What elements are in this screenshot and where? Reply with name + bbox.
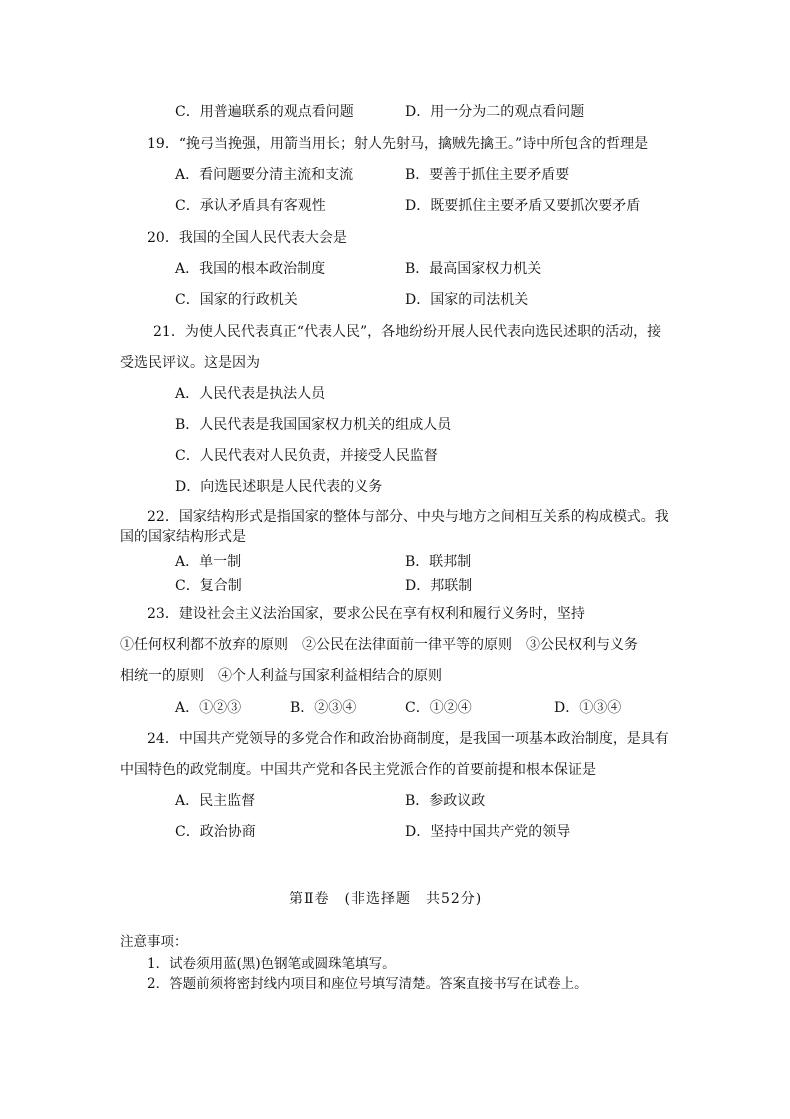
q24-option-b: B．参政议政	[405, 793, 486, 809]
q18-option-c: C．用普遍联系的观点看问题	[175, 104, 354, 120]
q20-option-a: A．我国的根本政治制度	[175, 261, 326, 277]
notes-item-1: 1．试卷须用蓝(黑)色钢笔或圆珠笔填写。	[147, 956, 396, 972]
q24-stem-line-2: 中国特色的政党制度。中国共产党和各民主党派合作的首要前提和根本保证是	[120, 762, 596, 778]
q22-stem-line-1: 22．国家结构形式是指国家的整体与部分、中央与地方之间相互关系的构成模式。我	[147, 509, 669, 525]
q21-stem-line-2: 受选民评议。这是因为	[120, 355, 260, 371]
q23-option-b: B．②③④	[290, 700, 357, 716]
q22-option-d: D．邦联制	[405, 578, 473, 594]
q21-stem-line-1: 21．为使人民代表真正“代表人民”，各地纷纷开展人民代表向选民述职的活动，接	[153, 324, 662, 340]
q19-option-a: A．看问题要分清主流和支流	[175, 167, 354, 183]
notes-heading: 注意事项：	[120, 934, 188, 950]
q18-option-d: D．用一分为二的观点看问题	[405, 104, 585, 120]
q22-option-b: B．联邦制	[405, 554, 472, 570]
q21-option-a: A．人民代表是执法人员	[175, 386, 326, 402]
q24-option-a: A．民主监督	[175, 793, 256, 809]
q23-stem: 23．建设社会主义法治国家，要求公民在享有权利和履行义务时，坚持	[147, 606, 585, 622]
q23-option-c: C．①②④	[405, 700, 472, 716]
q23-option-d: D．①③④	[554, 700, 622, 716]
notes-item-2: 2．答题前须将密封线内项目和座位号填写清楚。答案直接书写在试卷上。	[147, 976, 588, 992]
q21-option-b: B．人民代表是我国国家权力机关的组成人员	[175, 417, 452, 433]
q19-option-c: C．承认矛盾具有客观性	[175, 198, 326, 214]
q20-stem: 20．我国的全国人民代表大会是	[147, 230, 347, 246]
q22-stem-line-2: 国的国家结构形式是	[120, 529, 246, 545]
q22-option-a: A．单一制	[175, 554, 242, 570]
q24-stem-line-1: 24．中国共产党领导的多党合作和政治协商制度，是我国一项基本政治制度，是具有	[147, 731, 669, 747]
q24-option-d: D．坚持中国共产党的领导	[405, 824, 571, 840]
q24-option-c: C．政治协商	[175, 824, 256, 840]
q23-option-a: A．①②③	[175, 700, 242, 716]
q21-option-d: D．向选民述职是人民代表的义务	[175, 479, 383, 495]
section-2-title: 第Ⅱ卷 (非选择题 共52分)	[289, 891, 483, 907]
q20-option-d: D．国家的司法机关	[405, 292, 529, 308]
q21-option-c: C．人民代表对人民负责，并接受人民监督	[175, 448, 438, 464]
q19-stem: 19．“挽弓当挽强，用箭当用长；射人先射马，擒贼先擒王。”诗中所包含的哲理是	[147, 136, 649, 152]
q19-option-b: B．要善于抓住主要矛盾要	[405, 167, 570, 183]
q20-option-b: B．最高国家权力机关	[405, 261, 542, 277]
q23-items-line-2: 相统一的原则 ④个人利益与国家利益相结合的原则	[120, 668, 442, 684]
q20-option-c: C．国家的行政机关	[175, 292, 298, 308]
q23-items-line-1: ①任何权利都不放弃的原则 ②公民在法律面前一律平等的原则 ③公民权利与义务	[120, 637, 638, 653]
q22-option-c: C．复合制	[175, 578, 242, 594]
q19-option-d: D．既要抓住主要矛盾又要抓次要矛盾	[405, 198, 641, 214]
